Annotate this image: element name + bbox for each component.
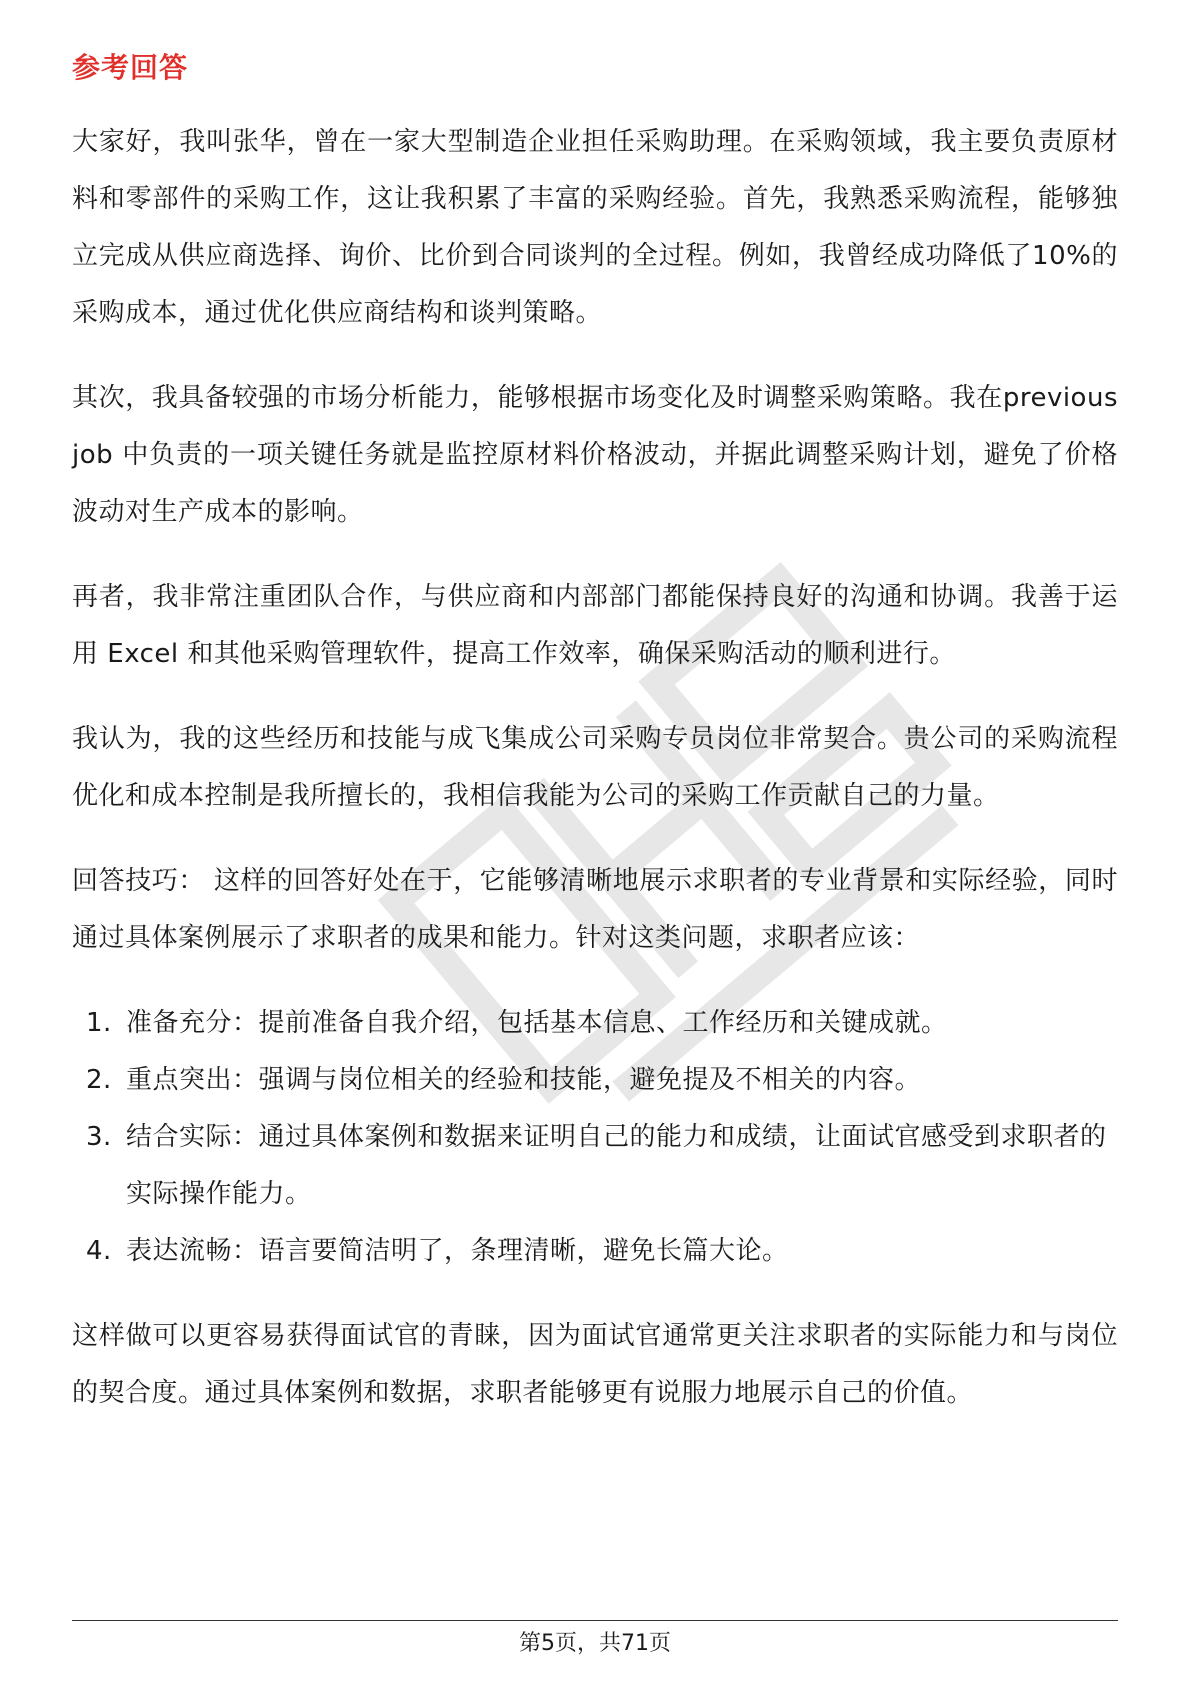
list-item-number: 3.: [86, 1122, 112, 1152]
answer-paragraph-4: 我认为，我的这些经历和技能与成飞集成公司采购专员岗位非常契合。贵公司的采购流程优化和成本控制是我所擅长的，我相信我能为公司的采购工作贡献自己的力量。: [72, 724, 1118, 811]
list-item: [72, 1052, 1118, 1109]
list-item-text: 重点突出：强调与岗位相关的经验和技能，避免提及不相关的内容。: [126, 1065, 922, 1095]
list-item-number: 4.: [86, 1236, 112, 1266]
list-item: [72, 1109, 1118, 1223]
list-item-text: 准备充分：提前准备自我介绍，包括基本信息、工作经历和关键成就。: [126, 1008, 948, 1038]
list-item: [72, 1223, 1118, 1280]
list-item-text: 表达流畅：语言要简洁明了，条理清晰，避免长篇大论。: [126, 1236, 789, 1266]
answer-paragraph-1: 大家好，我叫张华，曾在一家大型制造企业担任采购助理。在采购领域，我主要负责原材料和零部件的采购工作，这让我积累了丰富的采购经验。首先，我熟悉采购流程，能够独立完成从供应商选择、询价、比价到合同谈判的全过程。例如，我曾经成功降低了10%的采购成本，通过优化供应商结构和谈判策略。: [72, 127, 1118, 328]
list-item: [72, 995, 1118, 1052]
section-heading: 参考回答: [72, 51, 189, 84]
answer-paragraph-3: 再者，我非常注重团队合作，与供应商和内部部门都能保持良好的沟通和协调。我善于运用 Excel 和其他采购管理软件，提高工作效率，确保采购活动的顺利进行。: [72, 582, 1118, 669]
page-number: 第5页，共71页: [519, 1631, 671, 1656]
tips-list: [72, 995, 1118, 1280]
list-item-text: 结合实际：通过具体案例和数据来证明自己的能力和成绩，让面试官感受到求职者的实际操作能力。: [126, 1122, 1107, 1209]
answer-paragraph-2: 其次，我具备较强的市场分析能力，能够根据市场变化及时调整采购策略。我在previous job 中负责的一项关键任务就是监控原材料价格波动，并据此调整采购计划，避免了价格波动对生产成本的影响。: [72, 383, 1118, 527]
footer-divider: [72, 1620, 1118, 1621]
list-item-number: 2.: [86, 1065, 112, 1095]
article-content: [72, 48, 1118, 1450]
list-item-number: 1.: [86, 1008, 112, 1038]
closing-paragraph: 这样做可以更容易获得面试官的青睐，因为面试官通常更关注求职者的实际能力和与岗位的契合度。通过具体案例和数据，求职者能够更有说服力地展示自己的价值。: [72, 1321, 1118, 1408]
tips-intro-paragraph: 回答技巧： 这样的回答好处在于，它能够清晰地展示求职者的专业背景和实际经验，同时通过具体案例展示了求职者的成果和能力。针对这类问题，求职者应该：: [72, 866, 1118, 953]
